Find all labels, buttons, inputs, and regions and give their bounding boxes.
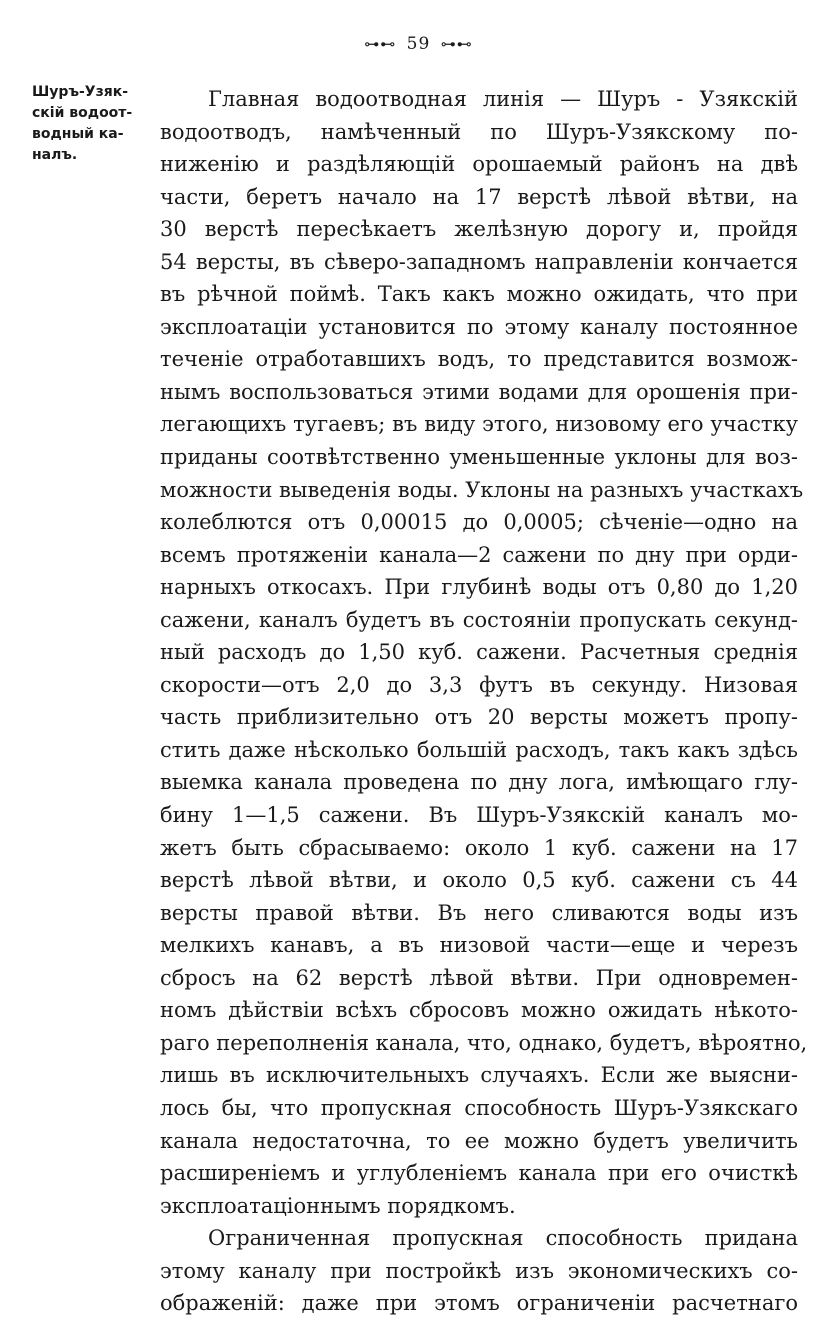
text-line: ображеній: даже при этомъ ограниченіи расчетнаго [160,1291,798,1316]
margin-note-line: Шуръ-Узяк- [32,84,129,100]
text-line: лишь въ исключительныхъ случаяхъ. Если же выясни- [160,1063,798,1088]
text-line: 30 верстѣ пересѣкаетъ желѣзную дорогу и, пройдя [160,217,798,242]
text-line: версты правой вѣтви. Въ него сливаются воды изъ [160,900,798,925]
text-line: этому каналу при постройкѣ изъ экономическихъ со- [160,1258,798,1283]
text-line: жетъ быть сбрасываемо: около 1 куб. сажени на 17 [160,835,798,860]
text-line: выемка канала проведена по дну лога, имѣющаго глу- [160,770,798,795]
paragraph [160,83,808,1222]
text-line: нымъ воспользоваться этими водами для орошенія при- [160,379,798,404]
text-line: сажени, каналъ будетъ въ состояніи пропускать секунд- [160,607,798,632]
page-number: 59 [406,34,431,54]
margin-note-line: водный ка- [32,126,124,142]
text-line: расширеніемъ и углубленіемъ канала при его очисткѣ [160,1161,798,1186]
text-line: нарныхъ откосахъ. При глубинѣ воды отъ 0,80 до 1,20 [160,575,798,600]
text-line: раго переполненія канала, что, однако, будетъ, вѣроятно, [160,1030,808,1055]
margin-note [32,82,152,166]
text-line: ниженію и раздѣляющій орошаемый районъ на двѣ [160,152,798,177]
ornament-right-icon: ⊶⊷ [440,35,473,53]
text-line: 54 версты, въ сѣверо-западномъ направленіи кончается [160,249,798,274]
text-line: водоотводъ, намѣченный по Шуръ-Узякскому по- [160,119,798,144]
text-line: стить даже нѣсколько большій расходъ, такъ какъ здѣсь [160,737,798,762]
text-line: можности выведенія воды. Уклоны на разныхъ участкахъ [160,477,804,502]
body-text [160,83,808,1320]
text-line: колеблются отъ 0,00015 до 0,0005; сѣченіе—одно на [160,510,798,535]
text-line: въ рѣчной поймѣ. Такъ какъ можно ожидать, что при [160,282,798,307]
text-line: номъ дѣйствіи всѣхъ сбросовъ можно ожидать нѣкото- [160,998,798,1023]
text-line: сбросъ на 62 верстѣ лѣвой вѣтви. При одновремен- [160,965,798,990]
text-line: эксплоатаціи установится по этому каналу постоянное [160,314,798,339]
paragraph [160,1222,798,1320]
margin-note-line: налъ. [32,147,78,163]
page-header [0,34,837,54]
margin-note-line: скій водоот- [32,105,133,121]
text-line: канала недостаточна, то ее можно будетъ увеличить [160,1128,798,1153]
text-line: верстѣ лѣвой вѣтви, и около 0,5 куб. сажени съ 44 [160,868,798,893]
text-line: бину 1—1,5 сажени. Въ Шуръ-Узякскій каналъ мо- [160,803,798,828]
text-line: части, беретъ начало на 17 верстѣ лѣвой вѣтви, на [160,184,798,209]
text-line: Ограниченная пропускная способность придана [208,1226,798,1251]
text-line: эксплоатаціоннымъ порядкомъ. [160,1193,516,1218]
text-line: теченіе отработавшихъ водъ, то представится возмож- [160,347,798,372]
text-line: ный расходъ до 1,50 куб. сажени. Расчетныя среднія [160,640,798,665]
text-line: лось бы, что пропускная способность Шуръ-Узякскаго [160,1095,798,1120]
text-line: скорости—отъ 2,0 до 3,3 футъ въ секунду. Низовая [160,672,798,697]
text-line: часть приблизительно отъ 20 версты можетъ пропу- [160,705,798,730]
text-line: легающихъ тугаевъ; въ виду этого, низовому его участку [160,412,798,437]
text-line: Главная водоотводная линія — Шуръ - Узякскій [208,87,798,111]
text-line: всемъ протяженіи канала—2 сажени по дну при орди- [160,542,798,567]
text-line: приданы соотвѣтственно уменьшенные уклоны для воз- [160,445,798,470]
text-line: мелкихъ канавъ, а въ низовой части—еще и черезъ [160,933,798,958]
ornament-left-icon: ⊶⊷ [364,35,397,53]
